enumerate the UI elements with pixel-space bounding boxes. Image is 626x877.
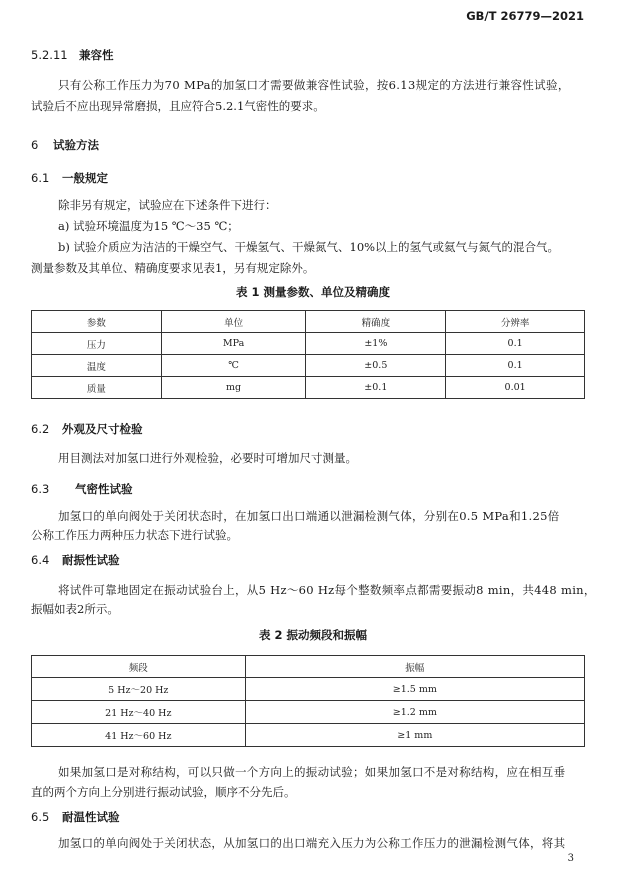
table-cell: 21 Hz～40 Hz: [32, 701, 246, 724]
heading-title: 耐温性试验: [62, 810, 120, 824]
heading-6-5: [31, 809, 120, 825]
paragraph-line: 直的两个方向上分别进行振动试验，顺序不分先后。: [31, 785, 296, 799]
table1-header-accuracy: 精确度: [306, 311, 446, 333]
table-cell: ±0.5: [306, 355, 446, 377]
paragraph-line: 测量参数及其单位、精确度要求见表1，另有规定除外。: [31, 261, 315, 275]
table-cell: 0.01: [446, 377, 585, 399]
table-cell: ℃: [161, 355, 306, 377]
heading-title: 外观及尺寸检验: [62, 422, 143, 436]
paragraph-line: 试验后不应出现异常磨损，且应符合5.2.1气密性的要求。: [31, 99, 325, 113]
paragraph-line: 加氢口的单向阀处于关闭状态，从加氢口的出口端充入压力为公称工作压力的泄漏检测气体，将其: [58, 836, 566, 850]
heading-6-2: [31, 421, 143, 437]
table-cell: mg: [161, 377, 306, 399]
table1: [31, 310, 585, 399]
table-cell: 0.1: [446, 333, 585, 355]
table-cell: ±1%: [306, 333, 446, 355]
table-cell: 温度: [32, 355, 162, 377]
heading-number: 6.4: [31, 553, 50, 567]
heading-title: 一般规定: [62, 171, 108, 185]
heading-title: 耐振性试验: [62, 553, 120, 567]
table1-header-unit: 单位: [161, 311, 306, 333]
paragraph-line: 将试件可靠地固定在振动试验台上，从5 Hz～60 Hz每个整数频率点都需要振动8 min，共448 min，: [58, 583, 596, 597]
table1-header-resolution: 分辨率: [446, 311, 585, 333]
heading-number: 6.2: [31, 422, 50, 436]
heading-6: [31, 137, 99, 153]
table-cell: 压力: [32, 333, 162, 355]
table-row: [32, 333, 585, 355]
paragraph-line: 公称工作压力两种压力状态下进行试验。: [31, 528, 238, 542]
table2: [31, 655, 585, 747]
table-row: [32, 678, 585, 701]
heading-title: 气密性试验: [75, 482, 133, 496]
table-row: [32, 377, 585, 399]
heading-title: 兼容性: [79, 48, 114, 62]
table-cell: ≥1 mm: [245, 724, 584, 747]
table-row: [32, 701, 585, 724]
list-item-a: a) 试验环境温度为15 ℃～35 ℃；: [58, 219, 239, 233]
table2-caption: 表 2 振动频段和振幅: [258, 628, 367, 642]
table-row: [32, 724, 585, 747]
paragraph-line: 如果加氢口是对称结构，可以只做一个方向上的振动试验；如果加氢口不是对称结构，应在相互垂: [58, 765, 566, 779]
table-row: [32, 355, 585, 377]
table-cell: 5 Hz～20 Hz: [32, 678, 246, 701]
heading-number: 6.3: [31, 482, 50, 496]
heading-number: 6.1: [31, 171, 50, 185]
list-item-b: b) 试验介质应为洁洁的干燥空气、干燥氢气、干燥氮气、10%以上的氢气或氦气与氮气的混合气。: [58, 240, 560, 254]
paragraph-line: 加氢口的单向阀处于关闭状态时，在加氢口出口端通以泄漏检测气体，分别在0.5 MPa和1.25倍: [58, 509, 560, 523]
heading-6-4: [31, 552, 120, 568]
heading-number: 5.2.11: [31, 48, 68, 62]
paragraph-line: 振幅如表2所示。: [31, 602, 119, 616]
table-cell: 0.1: [446, 355, 585, 377]
heading-number: 6.5: [31, 810, 50, 824]
paragraph-line: 用目测法对加氢口进行外观检验，必要时可增加尺寸测量。: [58, 451, 357, 465]
table-cell: ±0.1: [306, 377, 446, 399]
table1-caption: 表 1 测量参数、单位及精确度: [235, 285, 390, 299]
table-cell: MPa: [161, 333, 306, 355]
table2-header-band: 频段: [32, 656, 246, 678]
heading-6-3: [31, 481, 133, 497]
heading-title: 试验方法: [53, 138, 99, 152]
paragraph-line: 只有公称工作压力为70 MPa的加氢口才需要做兼容性试验，按6.13规定的方法进行兼容性试验，: [58, 78, 570, 92]
table2-header-amplitude: 振幅: [245, 656, 584, 678]
table-cell: 41 Hz～60 Hz: [32, 724, 246, 747]
heading-6-1: [31, 170, 108, 186]
table-cell: ≥1.5 mm: [245, 678, 584, 701]
standard-code: GB/T 26779—2021: [466, 9, 584, 23]
heading-number: 6: [31, 138, 39, 152]
heading-5-2-11: [31, 47, 114, 63]
page-number: 3: [567, 853, 574, 864]
table1-header-param: 参数: [32, 311, 162, 333]
paragraph-line: 除非另有规定，试验应在下述条件下进行：: [58, 198, 277, 212]
table-cell: ≥1.2 mm: [245, 701, 584, 724]
table-cell: 质量: [32, 377, 162, 399]
